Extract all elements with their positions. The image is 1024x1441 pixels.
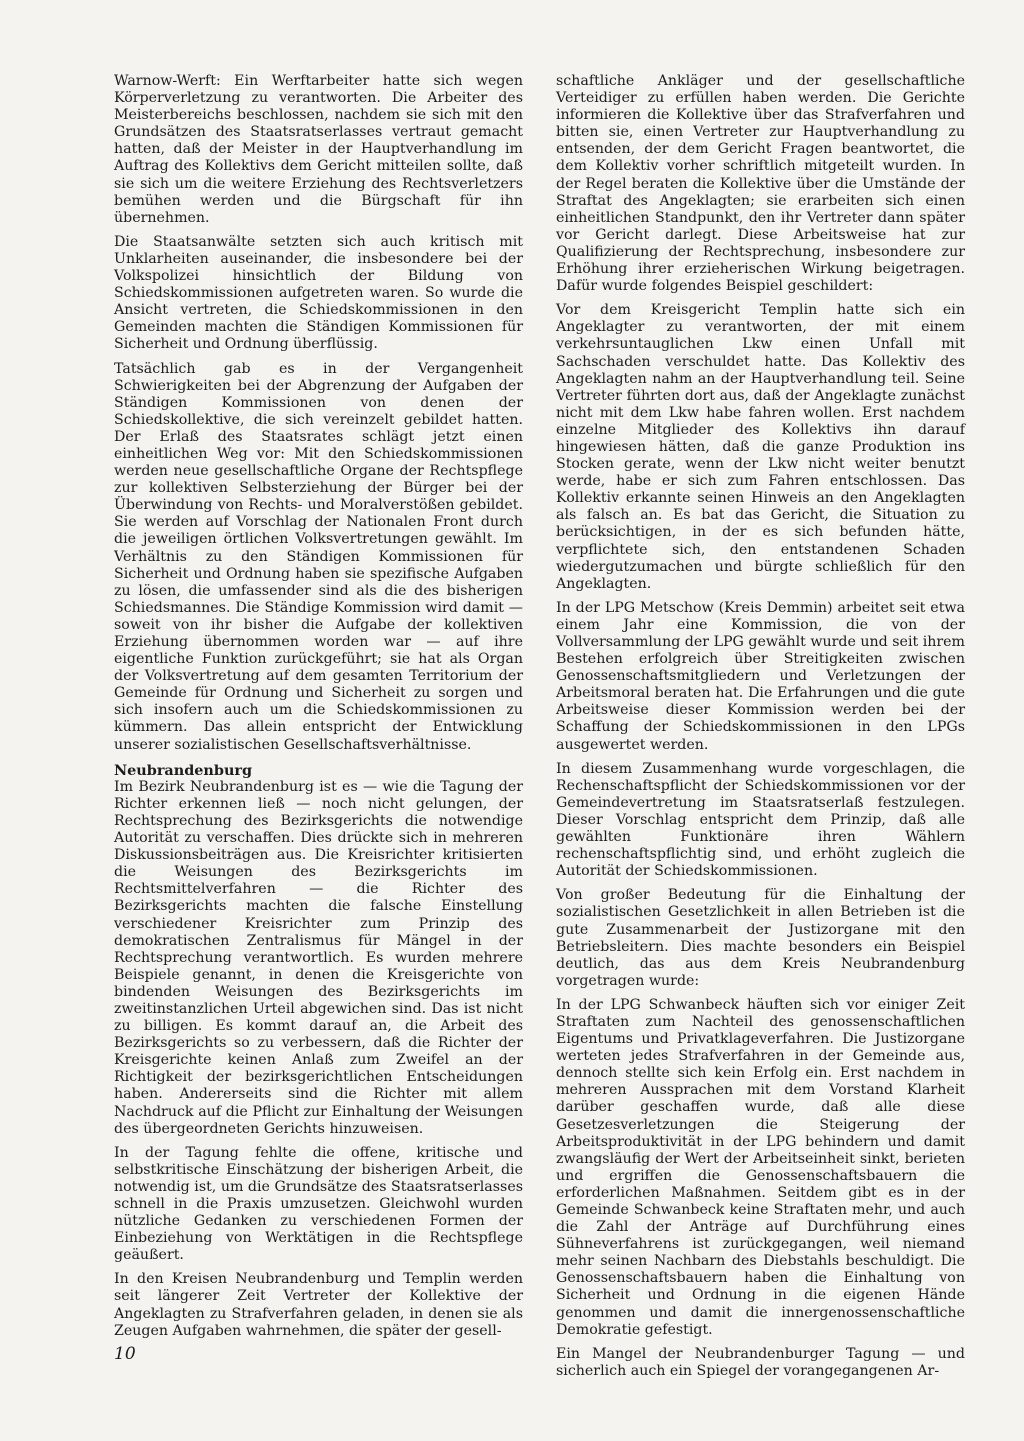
left-column [114,73,523,1347]
paragraph: Tatsächlich gab es in der Vergangenheit Schwierigkeiten bei der Abgrenzung der Aufgaben der Ständigen Kommissionen von denen der Schiedskollektive, die sich vereinzelt gebildet hatten. Der Erlaß des Staatsrates schlägt jetzt einen einheitlichen Weg vor: Mit den Schiedskommissionen werden neue gesellschaftliche Organe der Rechtspflege zur kollektiven Selbsterziehung der Bürger bei der Überwindung von Rechts- und Moralverstößen gebildet. Sie werden auf Vorschlag der Nationalen Front durch die jeweiligen örtlichen Volksvertretungen gewählt. Im Verhältnis zu den Ständigen Kommissionen für Sicherheit und Ordnung haben sie spezifische Aufgaben zu lösen, die umfassender sind als die des bisherigen Schiedsmannes. Die Ständige Kommission wird damit — soweit von ihr bisher die Aufgabe der kollektiven Erziehung übernommen worden war — auf ihre eigentliche Funktion zurückgeführt; sie hat als Organ der Volksvertretung auf dem gesamten Territorium der Gemeinde für Ordnung und Sicherheit zu sorgen und sich insofern auch um die Schiedskommissionen zu kümmern. Das allein entspricht der Entwicklung unserer sozialistischen Gesellschaftsverhältnisse. [114,360,523,753]
paragraph: In der Tagung fehlte die offene, kritische und selbstkritische Einschätzung der bisherigen Arbeit, die notwendig ist, um die Grundsätze des Staatsratserlasses schnell in die Praxis umzusetzen. Gleichwohl wurden nützliche Gedanken zu verschiedenen Formen der Einbeziehung von Werktätigen in die Rechtspflege geäußert. [114,1144,523,1264]
paragraph: Vor dem Kreisgericht Templin hatte sich ein Angeklagter zu verantworten, der mit einem verkehrsuntauglichen Lkw einen Unfall mit Sachschaden verschuldet hatte. Das Kollektiv des Angeklagten nahm an der Hauptverhandlung teil. Seine Vertreter führten dort aus, daß der Angeklagte zunächst nicht mit dem Lkw habe fahren wollen. Erst nachdem einzelne Mitglieder des Kollektivs ihn darauf hingewiesen hätten, daß die ganze Produktion ins Stocken gerate, wenn der Lkw nicht weiter benutzt werde, habe er sich zum Fahren entschlossen. Das Kollektiv erkannte seinen Hinweis an den Angeklagten als falsch an. Es bat das Gericht, die Situation zu berücksichtigen, in der es sich befunden hätte, verpflichtete sich, den entstandenen Schaden wiedergutzumachen und bürgte schließlich für den Angeklagten. [556,302,965,592]
right-column [556,73,965,1387]
paragraph: In der LPG Metschow (Kreis Demmin) arbeitet seit etwa einem Jahr eine Kommission, die von der Vollversammlung der LPG gewählt wurde und seit ihrem Bestehen erfolgreich über Streitigkeiten zwischen Genossenschaftsmitgliedern und Verletzungen der Arbeitsmoral beraten hat. Die Erfahrungen und die gute Arbeitsweise dieser Kommission werden bei der Schaffung der Schiedskommissionen in den LPGs ausgewertet werden. [556,599,965,753]
paragraph: Von großer Bedeutung für die Einhaltung der sozialistischen Gesetzlichkeit in allen Betrieben ist die gute Zusammenarbeit der Justizorgane mit den Betriebsleitern. Dies machte besonders ein Beispiel deutlich, das aus dem Kreis Neubrandenburg vorgetragen wurde: [556,887,965,989]
page-number: 10 [114,1344,136,1364]
paragraph: In der LPG Schwanbeck häuften sich vor einiger Zeit Straftaten zum Nachteil des genossenschaftlichen Eigentums und Privatklageverfahren. Die Justizorgane werteten jedes Strafverfahren in der Gemeinde aus, dennoch stellte sich kein Erfolg ein. Erst nachdem in mehreren Aussprachen mit dem Vorstand Klarheit darüber geschaffen wurde, daß alle diese Gesetzesverletzungen die Steigerung der Arbeitsproduktivität in der LPG behindern und damit zwangsläufig der Wert der Arbeitseinheit sinkt, berieten und ergriffen die Genossenschaftsbauern die erforderlichen Maßnahmen. Seitdem gibt es in der Gemeinde Schwanbeck keine Straftaten mehr, und auch die Zahl der Anträge auf Durchführung eines Sühneverfahrens ist zurückgegangen, weil niemand mehr seinen Nachbarn des Diebstahls beschuldigt. Die Genossenschaftsbauern haben die Einhaltung von Sicherheit und Ordnung in die eigenen Hände genommen und damit die innergenossenschaftliche Demokratie gefestigt. [556,996,965,1338]
paragraph: In den Kreisen Neubrandenburg und Templin werden seit längerer Zeit Vertreter der Kollektive der Angeklagten zu Strafverfahren geladen, in denen sie als Zeugen Aufgaben wahrnehmen, die später der gesell- [114,1271,523,1339]
paragraph: Warnow-Werft: Ein Werftarbeiter hatte sich wegen Körperverletzung zu verantworten. Die Arbeiter des Meisterbereichs beschlossen, nachdem sie sich mit den Grundsätzen des Staatsratserlasses vertraut gemacht hatten, daß der Meister in der Hauptverhandlung im Auftrag des Kollektivs dem Gericht mitteilen sollte, daß sie sich um die weitere Erziehung des Rechtsverletzers bemühen werden und die Bürgschaft für ihn übernehmen. [114,73,523,226]
paragraph: Ein Mangel der Neubrandenburger Tagung — und sicherlich auch ein Spiegel der vorangegangenen Ar- [556,1345,965,1379]
paragraph: In diesem Zusammenhang wurde vorgeschlagen, die Rechenschaftspflicht der Schiedskommissionen vor der Gemeindevertretung im Staatsratserlaß festzulegen. Dieser Vorschlag entspricht dem Prinzip, daß alle gewählten Funktionäre ihren Wählern rechenschaftspflichtig sind, und erhöht zugleich die Autorität der Schiedskommissionen. [556,760,965,880]
paragraph: Die Staatsanwälte setzten sich auch kritisch mit Unklarheiten auseinander, die insbesondere bei der Volkspolizei hinsichtlich der Bildung von Schiedskommissionen aufgetreten waren. So wurde die Ansicht vertreten, die Schiedskommissionen in den Gemeinden machten die Ständigen Kommissionen für Sicherheit und Ordnung überflüssig. [114,233,523,353]
section-heading: Neubrandenburg [114,761,253,779]
paragraph: schaftliche Ankläger und der gesellschaftliche Verteidiger zu erfüllen haben werden. Die Gerichte informieren die Kollektive über das Strafverfahren und bitten sie, einen Vertreter zur Hauptverhandlung zu entsenden, der dem Gericht Fragen beantwortet, die dem Kollektiv vorher schriftlich mitgeteilt wurden. In der Regel beraten die Kollektive über die Umstände der Straftat des Angeklagten; sie erarbeiten sich einen einheitlichen Standpunkt, den ihr Vertreter dann später vor Gericht darlegt. Diese Arbeitsweise hat zur Qualifizierung der Rechtsprechung, insbesondere zur Erhöhung ihrer erzieherischen Wirkung beigetragen. Dafür wurde folgendes Beispiel geschildert: [556,73,965,295]
paragraph: Im Bezirk Neubrandenburg ist es — wie die Tagung der Richter erkennen ließ — noch nicht gelungen, der Rechtsprechung des Bezirksgerichts die notwendige Autorität zu verschaffen. Dies drückte sich in mehreren Diskussionsbeiträgen aus. Die Kreisrichter kritisierten die Weisungen des Bezirksgerichts im Rechtsmittelverfahren — die Richter des Bezirksgerichts machten die falsche Einstellung verschiedener Kreisrichter zum Prinzip des demokratischen Zentralismus für Mängel in der Rechtsprechung verantwortlich. Es wurden mehrere Beispiele genannt, in denen die Kreisgerichte von bindenden Weisungen des Bezirksgerichts im zweitinstanzlichen Urteil abgewichen sind. Das ist nicht zu billigen. Es kommt darauf an, die Arbeit des Bezirksgerichts so zu verbessern, daß die Richter der Kreisgerichte keinen Anlaß zum Zweifel an der Richtigkeit der bezirksgerichtlichen Entscheidungen haben. Andererseits sind die Richter mit allem Nachdruck auf die Pflicht zur Einhaltung der Weisungen des übergeordneten Gerichts hinzuweisen. [114,778,523,1137]
